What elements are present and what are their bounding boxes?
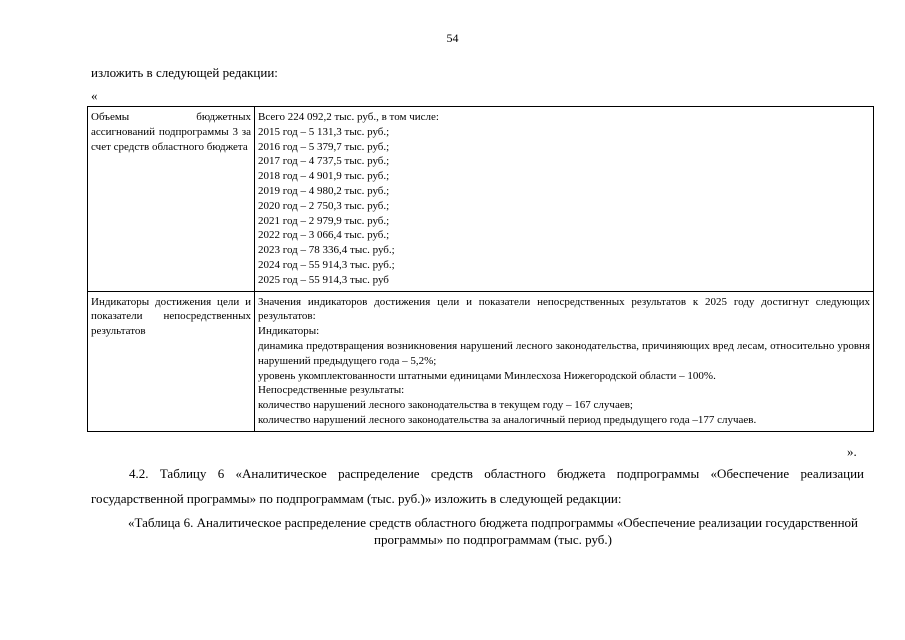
- budget-line: 2017 год – 4 737,5 тыс. руб.;: [258, 155, 390, 168]
- result-item: количество нарушений лесного законодательства за аналогичный период предыдущего года –177 случаев.: [258, 413, 757, 426]
- budget-line: 2022 год – 3 066,4 тыс. руб.;: [258, 229, 390, 242]
- budget-line: 2016 год – 5 379,7 тыс. руб.;: [258, 140, 390, 153]
- results-heading: Непосредственные результаты:: [258, 384, 405, 397]
- paragraph-4-2: 4.2. Таблицу 6 «Аналитическое распределение средств областного бюджета подпрограммы «Обеспечение реализации государственной программы» по подпрограммам (тыс. руб.)» изложить в следующей редакции:: [91, 466, 864, 506]
- budget-line: 2024 год – 55 914,3 тыс. руб.;: [258, 258, 395, 271]
- indicator-item: динамика предотвращения возникновения нарушений лесного законодательства, причиняющих вред лесам, относительно уровня нарушений предыдущего года – 5,2%;: [258, 339, 870, 367]
- passport-table: [87, 106, 874, 432]
- budget-line: 2015 год – 5 131,3 тыс. руб.;: [258, 125, 390, 138]
- budget-label-cell: [88, 107, 255, 292]
- close-quote: ».: [847, 444, 857, 459]
- budget-line: 2020 год – 2 750,3 тыс. руб.;: [258, 199, 390, 212]
- intro-text: изложить в следующей редакции:: [91, 65, 278, 80]
- open-quote: «: [91, 88, 98, 103]
- indicators-label: Индикаторы достижения цели и показатели непосредственных результатов: [91, 295, 251, 338]
- budget-values-cell: [255, 107, 874, 292]
- indicators-values-cell: [255, 291, 874, 431]
- indicator-item: уровень укомплектованности штатными единицами Минлесхоза Нижегородской области – 100%.: [258, 369, 716, 382]
- table-row-budget: [88, 107, 874, 292]
- result-item: количество нарушений лесного законодательства в текущем году – 167 случаев;: [258, 399, 633, 412]
- table-6-title: «Таблица 6. Аналитическое распределение средств областного бюджета подпрограммы «Обеспечение реализации государственной программы» по подпрограммам (тыс. руб.): [127, 515, 859, 547]
- page-number: 54: [446, 31, 459, 45]
- budget-line: Всего 224 092,2 тыс. руб., в том числе:: [258, 111, 439, 123]
- indicators-label-cell: [88, 291, 255, 431]
- indicators-intro: Значения индикаторов достижения цели и показатели непосредственных результатов к 2025 году достигнут следующих результатов:: [258, 295, 870, 323]
- budget-label: Объемы бюджетных ассигнований подпрограммы 3 за счет средств областного бюджета: [91, 111, 251, 153]
- budget-line: 2019 год – 4 980,2 тыс. руб.;: [258, 184, 390, 197]
- budget-line: 2025 год – 55 914,3 тыс. руб: [258, 273, 389, 286]
- table-row-indicators: [88, 291, 874, 431]
- indicators-heading: Индикаторы:: [258, 325, 320, 338]
- budget-line: 2018 год – 4 901,9 тыс. руб.;: [258, 170, 390, 183]
- budget-line: 2021 год – 2 979,9 тыс. руб.;: [258, 214, 390, 227]
- budget-line: 2023 год – 78 336,4 тыс. руб.;: [258, 244, 395, 257]
